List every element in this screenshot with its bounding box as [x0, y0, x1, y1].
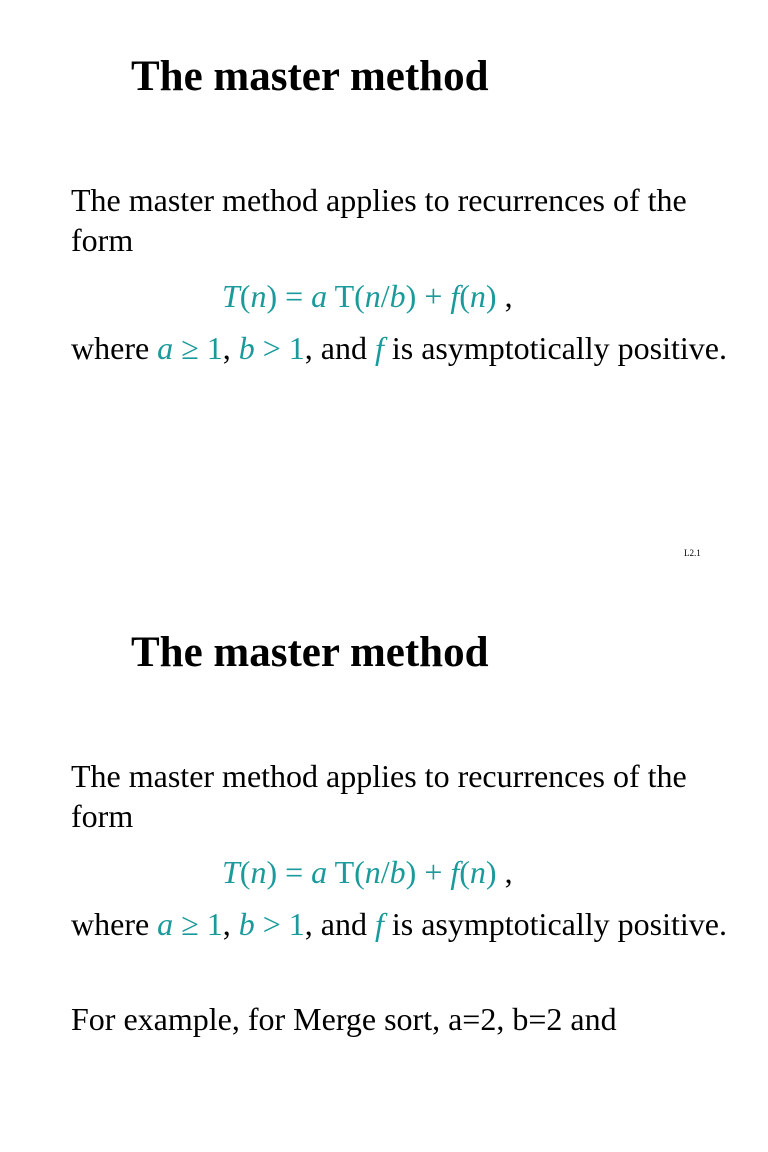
separator: ,	[222, 330, 239, 366]
slide-title: The master method	[131, 629, 489, 676]
formula-b: b	[389, 278, 406, 314]
formula-n: n	[469, 278, 486, 314]
formula-T: T	[222, 854, 240, 890]
formula-n: n	[469, 854, 486, 890]
formula-n: n	[250, 278, 267, 314]
slide-title: The master method	[131, 53, 489, 100]
var-b: b	[238, 906, 255, 942]
formula-slash: /	[380, 278, 390, 314]
cond-b: > 1	[254, 330, 305, 366]
where-word: where	[71, 906, 158, 942]
var-a: a	[157, 906, 174, 942]
formula-b: b	[389, 854, 406, 890]
formula-part: (	[459, 854, 470, 890]
where-word: where	[71, 330, 158, 366]
formula-n: n	[364, 854, 381, 890]
recurrence-formula: T(n) = a T(n/b) + f(n) ,	[222, 278, 513, 314]
intro-text: The master method applies to recurrences of the form	[71, 758, 687, 834]
example-text: For example, for Merge sort, a=2, b=2 and	[71, 1001, 617, 1037]
formula-part: )	[485, 278, 497, 314]
formula-part: T(	[327, 854, 365, 890]
cond-a: ≥ 1	[173, 906, 223, 942]
separator: ,	[222, 906, 239, 942]
formula-n: n	[250, 854, 267, 890]
separator: , and	[304, 330, 375, 366]
formula-a: a	[311, 278, 328, 314]
var-f: f	[374, 330, 384, 366]
formula-comma: ,	[496, 854, 513, 890]
formula-part: T(	[327, 278, 365, 314]
formula-f: f	[450, 278, 460, 314]
formula-part: ) +	[405, 854, 451, 890]
conditions-text	[71, 328, 731, 368]
var-a: a	[157, 330, 174, 366]
recurrence-formula: T(n) = a T(n/b) + f(n) ,	[222, 854, 513, 890]
formula-a: a	[311, 854, 328, 890]
formula-part: ) =	[266, 278, 312, 314]
formula-part: (	[459, 278, 470, 314]
var-f: f	[374, 906, 384, 942]
cond-a: ≥ 1	[173, 330, 223, 366]
formula-f: f	[450, 854, 460, 890]
formula-comma: ,	[496, 278, 513, 314]
var-b: b	[238, 330, 255, 366]
formula-part: ) +	[405, 278, 451, 314]
intro-text: The master method applies to recurrences of the form	[71, 182, 687, 258]
slide-2	[0, 576, 768, 1152]
conditions-text	[71, 904, 731, 944]
formula-slash: /	[380, 854, 390, 890]
formula-part: )	[485, 854, 497, 890]
separator: , and	[304, 906, 375, 942]
cond-b: > 1	[254, 906, 305, 942]
where-rest: is asymptotically positive.	[383, 330, 727, 366]
slide-number: L2.1	[684, 548, 701, 558]
formula-n: n	[364, 278, 381, 314]
where-rest: is asymptotically positive.	[383, 906, 727, 942]
formula-part: ) =	[266, 854, 312, 890]
formula-T: T	[222, 278, 240, 314]
